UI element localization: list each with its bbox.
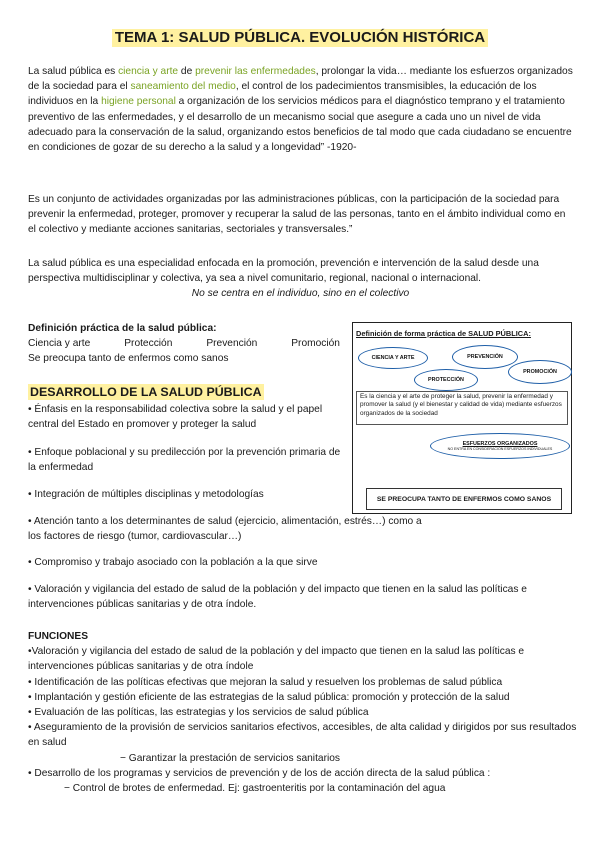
definition-paragraph: Es un conjunto de actividades organizadas por las administraciones públicas, con la participación de la sociedad para prevenir la enfermedad, proteger, promover y recuperar la salud de las personas, tanto en el ámbito individual como en el colectivo y mediante acciones sanitarias, sectoriales y transversales.” xyxy=(28,194,566,236)
diagram-bottom-box: SE PREOCUPA TANTO DE ENFERMOS COMO SANOS xyxy=(366,488,562,510)
intro-highlight-1: ciencia y arte xyxy=(118,66,179,77)
specialty-text: La salud pública es una especialidad enfocada en la promoción, prevención e intervención de la salud desde una perspectiva multidisciplinar y colectiva, ya sea a nivel comunitario, regional, nacional o internacional. xyxy=(28,258,539,285)
desarrollo-bullet-6: • Valoración y vigilancia del estado de salud de la población y del impacto que tienen en la salud las políticas e intervenciones públicas sanitarias y de otra índole. xyxy=(28,584,527,611)
intro-highlight-4: higiene personal xyxy=(101,96,176,108)
intro-text-3: , prolongar la vida… mediante los esfuerzos organizados de la sociedad para el xyxy=(28,66,573,93)
specialty-italic-note: No se centra en el individuo, sino en el colectivo xyxy=(191,288,410,300)
diagram-esfuerzos-title: ESFUERZOS ORGANIZADOS xyxy=(462,440,538,447)
funcion-item-3: • Implantación y gestión eficiente de las estrategias de la salud pública: promoción y protección de la salud xyxy=(28,691,510,703)
desarrollo-bullet-3: • Integración de múltiples disciplinas y metodologías xyxy=(28,489,264,500)
desarrollo-bullet-5: • Compromiso y trabajo asociado con la población a la que sirve xyxy=(28,557,318,568)
funciones-heading: FUNCIONES xyxy=(28,631,88,642)
practical-definition-line: Se preocupa tanto de enfermos como sanos xyxy=(28,353,229,365)
diagram-oval-esfuerzos xyxy=(430,433,570,459)
diagram-oval-prevencion: PREVENCIÓN xyxy=(452,345,518,369)
desarrollo-bullet-1: • Énfasis en la responsabilidad colectiva sobre la salud y el papel central del Estado en promover y proteger la salud xyxy=(28,404,323,431)
diagram-title: Definición de forma práctica de SALUD PÚBLICA: xyxy=(356,329,531,338)
diagram-esfuerzos-sub: NO ENTRA EN CONSIDERACIÓN ESFUERZOS INDIVIDUALES xyxy=(447,446,553,451)
funcion-item-4: • Evaluación de las políticas, las estrategias y los servicios de salud pública xyxy=(28,707,369,719)
title-text: TEMA 1: SALUD PÚBLICA. EVOLUCIÓN HISTÓRICA xyxy=(112,29,488,47)
intro-highlight-2: prevenir las enfermedades xyxy=(195,66,316,77)
funcion-item-1: •Valoración y vigilancia del estado de salud de la población y del impacto que tienen en la salud las políticas e intervenciones públicas sanitarias y de otra índole xyxy=(28,646,525,673)
intro-text-5: a organización de los servicios médicos para el diagnóstico temprano y el tratamiento preventivo de las enfermedades, y el desarrollo de un mecanismo social que asegure a cada uno un nivel de vida adecuado para la conservación de la salud, organizando estos beneficios de tal modo que cada ciudadano se encuentre en condiciones de gozar de su derecho a la salud y a longevidad” -1920- xyxy=(28,96,572,154)
desarrollo-heading xyxy=(28,384,264,401)
desarrollo-heading-text: DESARROLLO DE LA SALUD PÚBLICA xyxy=(30,385,262,399)
diagram-definition-box: Es la ciencia y el arte de proteger la salud, prevenir la enfermedad y promover la salud (y el bienestar y calidad de vida) mediante esfuerzos organizados de la sociedad xyxy=(356,391,568,425)
desarrollo-bullet-4: • Atención tanto a los determinantes de salud (ejercicio, alimentación, estrés…) como a los factores de riesgo (tumor, cardiovascular…) xyxy=(28,516,422,543)
page-title xyxy=(0,29,600,47)
word-promocion: Promoción xyxy=(291,338,340,350)
funciones-section xyxy=(28,629,578,796)
desarrollo-bullet-2: • Enfoque poblacional y su predilección por la prevención primaria de la enfermedad xyxy=(28,447,341,474)
funcion-item-5: • Aseguramiento de la provisión de servicios sanitarios efectivos, accesibles, de alta calidad y dirigidos por sus resultados en salud xyxy=(28,722,577,749)
word-ciencia-arte: Ciencia y arte xyxy=(28,338,91,350)
word-prevencion: Prevención xyxy=(206,338,258,350)
practical-definition xyxy=(28,321,348,367)
practical-definition-words xyxy=(28,336,340,351)
funcion-item-2: • Identificación de las políticas efectivas que mejoran la salud y resuelven los problemas de salud pública xyxy=(28,676,503,688)
intro-text-4: , el control de los padecimientos transmisibles, la educación de los individuos en la xyxy=(28,81,537,108)
diagram-oval-ciencia-arte: CIENCIA Y ARTE xyxy=(358,347,428,369)
diagram-oval-proteccion: PROTECCIÓN xyxy=(414,369,478,391)
specialty-paragraph xyxy=(28,256,573,302)
word-proteccion: Protección xyxy=(124,338,173,350)
funcion-item-6-sub: − Control de brotes de enfermedad. Ej: gastroenteritis por la contaminación del agua xyxy=(64,783,446,795)
intro-text-1: La salud pública es xyxy=(28,66,119,77)
funcion-item-6: • Desarrollo de los programas y servicios de prevención y de los de acción directa de la salud pública : xyxy=(28,767,491,779)
intro-paragraph xyxy=(28,64,573,155)
funcion-item-5-sub: − Garantizar la prestación de servicios sanitarios xyxy=(120,752,340,764)
diagram-oval-promocion: PROMOCIÓN xyxy=(508,360,572,384)
intro-highlight-3: saneamiento del medio xyxy=(130,81,236,93)
practical-definition-heading: Definición práctica de la salud pública: xyxy=(28,323,217,334)
intro-text-2: de xyxy=(178,66,196,77)
